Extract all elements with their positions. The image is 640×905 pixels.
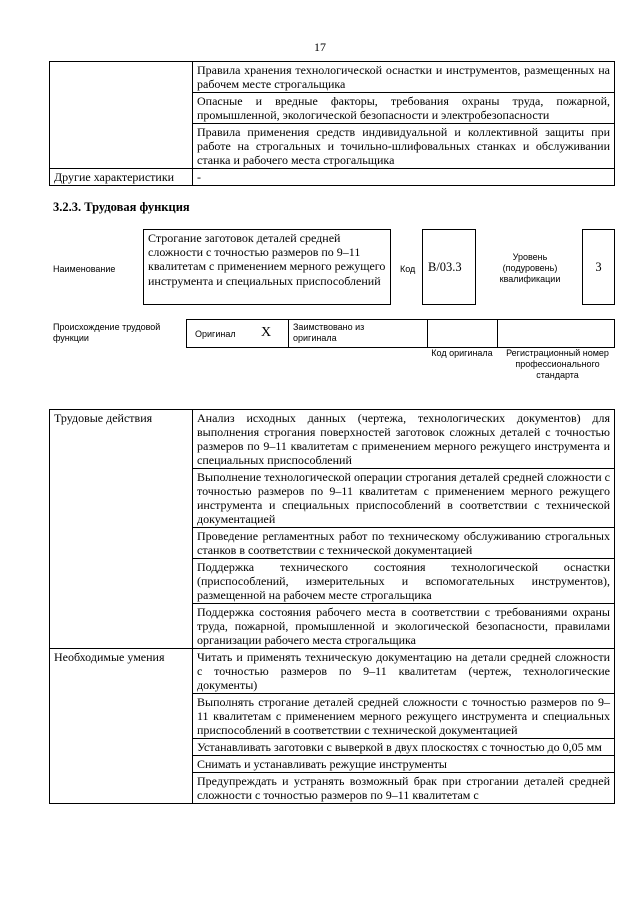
skill-item: Читать и применять техническую документацию на детали средней сложности с точностью размеров по 9–11 квалитетам (чертеж, технологические документы)	[193, 649, 615, 694]
origin-row	[186, 319, 615, 348]
registration-caption: Регистрационный номер профессионального стандарта	[506, 348, 609, 380]
level-box	[582, 229, 615, 305]
table-row	[50, 62, 615, 93]
code-label: Код	[400, 264, 416, 274]
code-value: B/03.3	[428, 260, 462, 274]
knowledge-item: Опасные и вредные факторы, требования охраны труда, пожарной, промышленной, экологической безопасности и электробезопасности	[193, 93, 615, 124]
action-item: Выполнение технологической операции строгания деталей средней сложности с точностью размеров по 9–11 квалитетам с применением мерного режущего инструмента и специальных приспособлений в соответствии с технической документацией	[193, 469, 615, 528]
action-item: Поддержка технического состояния технологической оснастки (приспособлений, измерительных и вспомогательных инструментов), размещенной на рабочем месте строгальщика	[193, 559, 615, 604]
other-characteristics-label: Другие характеристики	[50, 169, 193, 186]
borrowed-label: Заимствовано из оригинала	[293, 322, 365, 343]
actions-label: Трудовые действия	[50, 410, 193, 649]
table-row	[50, 649, 615, 694]
original-label: Оригинал	[195, 329, 236, 339]
action-item: Поддержка состояния рабочего места в соответствии с требованиями охраны труда, пожарной, промышленной и экологической безопасности, правилами организации рабочего места строгальщика	[193, 604, 615, 649]
function-name-box	[143, 229, 391, 305]
function-name: Строгание заготовок деталей средней сложности с точностью размеров по 9–11 квалитетам с применением мерного режущего инструмента и специальных приспособлений	[148, 231, 386, 288]
other-characteristics-value: -	[193, 169, 615, 186]
action-item: Анализ исходных данных (чертежа, технологических документов) для выполнения строгания поверхностей заготовок сложных деталей с точностью размеров по 9–11 квалитетам с применением мерного режущего инструмента и специальных приспособлений	[193, 410, 615, 469]
level-label: Уровень (подуровень) квалификации	[499, 252, 561, 284]
section-title: 3.2.3. Трудовая функция	[53, 200, 190, 214]
skill-item: Предупреждать и устранять возможный брак при строгании деталей средней сложности с точностью размеров по 9–11 квалитетам с	[193, 773, 615, 804]
skill-item: Снимать и устанавливать режущие инструменты	[193, 756, 615, 773]
origin-divider	[288, 320, 289, 347]
skills-label: Необходимые умения	[50, 649, 193, 804]
table-row	[50, 169, 615, 186]
empty-label-cell	[50, 62, 193, 169]
skill-item: Устанавливать заготовки с выверкой в двух плоскостях с точностью до 0,05 мм	[193, 739, 615, 756]
origin-label: Происхождение трудовой функции	[53, 322, 161, 343]
page-number: 17	[314, 40, 326, 54]
original-mark: X	[261, 325, 272, 340]
top-table	[49, 61, 615, 186]
code-caption: Код оригинала	[431, 348, 493, 358]
origin-divider	[427, 320, 428, 347]
table-row	[50, 410, 615, 469]
origin-divider	[497, 320, 498, 347]
knowledge-item: Правила применения средств индивидуальной и коллективной защиты при работе на строгальных и точильно-шлифовальных станках и обслуживании станка и рабочего места строгальщика	[193, 124, 615, 169]
knowledge-item: Правила хранения технологической оснастки и инструментов, размещенных на рабочем месте строгальщика	[193, 62, 615, 93]
skill-item: Выполнять строгание деталей средней сложности с точностью размеров по 9–11 квалитетам с применением мерного режущего инструмента и специальных приспособлений в соответствии с технической документацией	[193, 694, 615, 739]
code-box	[422, 229, 476, 305]
level-value: 3	[595, 260, 602, 274]
main-table	[49, 409, 615, 804]
name-label: Наименование	[53, 264, 116, 274]
action-item: Проведение регламентных работ по техническому обслуживанию строгальных станков в соответствии с технической документацией	[193, 528, 615, 559]
